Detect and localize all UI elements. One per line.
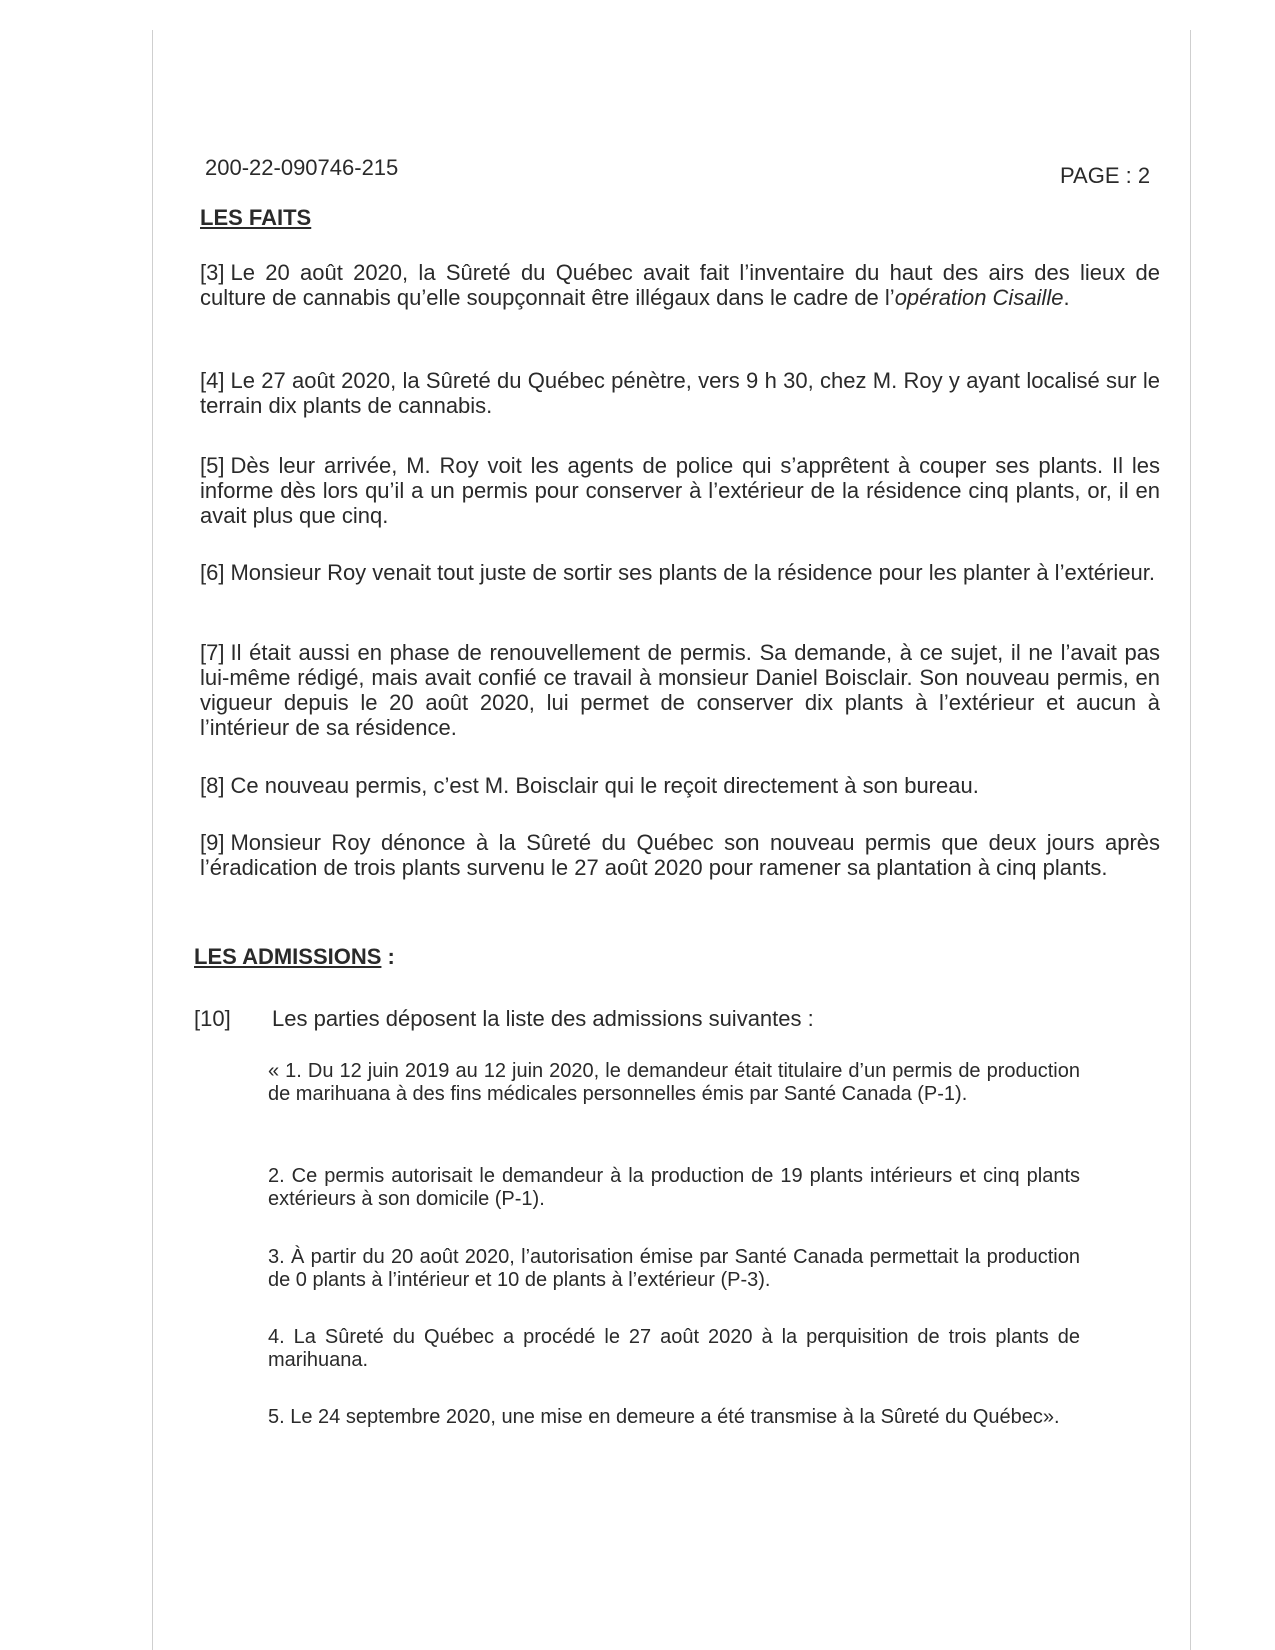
- scan-margin-line-left: [152, 30, 153, 1650]
- admissions-heading-suffix: :: [381, 944, 395, 969]
- paragraph-number: [7]: [200, 640, 225, 665]
- paragraph-text: Ce nouveau permis, c’est M. Boisclair qui le reçoit directement à son bureau.: [230, 773, 979, 798]
- facts-heading: [200, 205, 311, 231]
- paragraph-text: Dès leur arrivée, M. Roy voit les agents de police qui s’apprêtent à couper ses plants. Il les informe dès lors qu’il a un permis pour conserver à l’extérieur de la résidence cinq plants, or, il en avait plus que cinq.: [200, 453, 1160, 528]
- paragraph-text: Les parties déposent la liste des admissions suivantes :: [272, 1006, 814, 1031]
- paragraph-number: [3]: [200, 260, 225, 285]
- case-number: 200-22-090746-215: [205, 155, 399, 180]
- paragraph-4: [200, 368, 1160, 418]
- paragraph-7: [200, 640, 1160, 740]
- paragraph-italic-text: opération Cisaille: [894, 285, 1064, 310]
- paragraph-text: Monsieur Roy dénonce à la Sûreté du Québec son nouveau permis que deux jours après l’éradication de trois plants survenu le 27 août 2020 pour ramener sa plantation à cinq plants.: [200, 830, 1160, 880]
- paragraph-number: [10]: [194, 1006, 231, 1031]
- facts-heading-text: LES FAITS: [200, 205, 312, 230]
- paragraph-text: Le 20 août 2020, la Sûreté du Québec avait fait l’inventaire du haut des airs des lieux de culture de cannabis qu’elle soupçonnait être illégaux dans le cadre de l’: [200, 260, 1160, 310]
- admission-item-1: « 1. Du 12 juin 2019 au 12 juin 2020, le demandeur était titulaire d’un permis de production de marihuana à des fins médicales personnelles émis par Santé Canada (P-1).: [268, 1060, 1080, 1105]
- paragraph-number: [6]: [200, 560, 225, 585]
- paragraph-number: [8]: [200, 773, 225, 798]
- paragraph-3: [200, 260, 1160, 310]
- paragraph-text: Monsieur Roy venait tout juste de sortir ses plants de la résidence pour les planter à l’extérieur.: [230, 560, 1155, 585]
- admission-item-4: 4. La Sûreté du Québec a procédé le 27 août 2020 à la perquisition de trois plants de marihuana.: [268, 1326, 1080, 1371]
- scan-margin-line-right: [1190, 30, 1191, 1650]
- paragraph-number: [9]: [200, 830, 225, 855]
- admissions-heading: [194, 944, 395, 970]
- admission-item-5: 5. Le 24 septembre 2020, une mise en demeure a été transmise à la Sûreté du Québec».: [268, 1406, 1060, 1428]
- paragraph-9: [200, 830, 1160, 880]
- paragraph-text: Il était aussi en phase de renouvellement de permis. Sa demande, à ce sujet, il ne l’avait pas lui-même rédigé, mais avait confié ce travail à monsieur Daniel Boisclair. Son nouveau permis, en vigueur depuis le 20 août 2020, lui permet de conserver dix plants à l’extérieur et aucun à l’intérieur de sa résidence.: [200, 640, 1160, 740]
- paragraph-6: [200, 560, 1160, 585]
- paragraph-8: [200, 773, 1160, 798]
- paragraph-text: Le 27 août 2020, la Sûreté du Québec pénètre, vers 9 h 30, chez M. Roy y ayant localisé sur le terrain dix plants de cannabis.: [200, 368, 1160, 418]
- admission-item-2: 2. Ce permis autorisait le demandeur à la production de 19 plants intérieurs et cinq plants extérieurs à son domicile (P-1).: [268, 1165, 1080, 1210]
- paragraph-5: [200, 453, 1160, 528]
- paragraph-text-end: .: [1063, 285, 1070, 310]
- page-number: PAGE : 2: [1060, 163, 1151, 188]
- paragraph-number: [5]: [200, 453, 225, 478]
- admissions-heading-text: LES ADMISSIONS: [194, 944, 382, 969]
- admission-item-3: 3. À partir du 20 août 2020, l’autorisation émise par Santé Canada permettait la production de 0 plants à l’intérieur et 10 de plants à l’extérieur (P-3).: [268, 1246, 1080, 1291]
- paragraph-number: [4]: [200, 368, 225, 393]
- paragraph-10: [194, 1006, 814, 1031]
